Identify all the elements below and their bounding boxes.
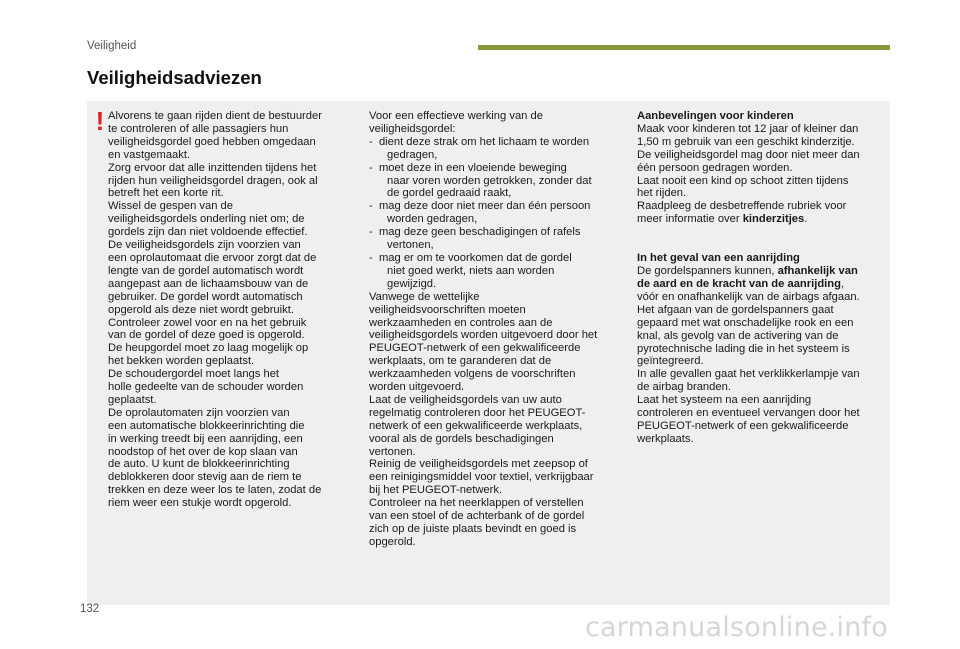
text-line: PEUGEOT-netwerk of een gekwalificeerde bbox=[369, 342, 581, 355]
text-line: controleren en eventueel vervangen door het bbox=[637, 407, 860, 420]
text-line: gepaard met wat onschadelijke rook en een bbox=[637, 316, 854, 329]
children-column bbox=[637, 110, 882, 446]
text-line: 1,50 m gebruik van een geschikt kinderzitje. bbox=[637, 135, 855, 148]
text-line: regelmatig controleren door het PEUGEOT- bbox=[369, 406, 586, 419]
text-line: en vastgemaakt. bbox=[108, 148, 191, 161]
list-item: - moet deze in een vloeiende beweging bbox=[369, 161, 567, 174]
list-item-continuation: niet goed werkt, niets aan worden bbox=[387, 264, 555, 277]
text-line: in werking treedt bij een aanrijding, een bbox=[108, 432, 303, 445]
text-line: Reinig de veiligheidsgordels met zeepsop of bbox=[369, 458, 588, 471]
list-item-continuation: worden gedragen, bbox=[387, 213, 478, 226]
list-item: - dient deze strak om het lichaam te worden bbox=[369, 135, 590, 148]
collision-heading: In het geval van een aanrijding bbox=[637, 252, 800, 265]
child-seat-link: kinderzitjes bbox=[742, 213, 805, 226]
text-line: de aard en de kracht van de aanrijding, bbox=[637, 277, 845, 290]
text-line: betreft het een korte rit. bbox=[108, 187, 224, 200]
list-item: - mag deze geen beschadigingen of rafels bbox=[369, 226, 581, 239]
text-line: een automatische blokkeerinrichting die bbox=[108, 419, 305, 432]
text-line: Alvorens te gaan rijden dient de bestuurder bbox=[108, 110, 322, 122]
text-line: rijden hun veiligheidsgordel dragen, ook al bbox=[108, 174, 318, 187]
text-line: De veiligheidsgordel mag door niet meer dan bbox=[637, 148, 860, 161]
list-item-continuation: vertonen, bbox=[387, 239, 434, 252]
text-line: De heupgordel moet zo laag mogelijk op bbox=[108, 342, 309, 355]
text-line: De oprolautomaten zijn voorzien van bbox=[108, 406, 290, 419]
text-line: opgerold als deze niet wordt gebruikt. bbox=[108, 303, 294, 316]
text-line: het bekken worden geplaatst. bbox=[108, 355, 255, 368]
header-rule bbox=[478, 45, 890, 50]
text-line: deblokkeren door stevig aan de riem te bbox=[108, 471, 302, 484]
text-line: gordels zijn dan niet voldoende effectief. bbox=[108, 226, 308, 239]
text-line: geplaatst. bbox=[108, 393, 157, 406]
text-line: In alle gevallen gaat het verklikkerlampje van bbox=[637, 368, 860, 381]
text-line: De gordelspanners kunnen, afhankelijk van bbox=[637, 265, 858, 278]
text-line: lengte van de gordel automatisch wordt bbox=[108, 264, 304, 277]
child-seat-reference: meer informatie over kinderzitjes. bbox=[637, 213, 808, 226]
text-line: de auto. U kunt de blokkeerinrichting bbox=[108, 458, 290, 471]
text-line: noodstop of het over de kop slaan van bbox=[108, 445, 298, 458]
text-line: Vanwege de wettelijke bbox=[369, 290, 480, 303]
text-line: riem weer een stukje wordt opgerold. bbox=[108, 497, 292, 510]
text-line: veiligheidsvoorschriften moeten bbox=[369, 303, 526, 316]
text-line: Laat nooit een kind op schoot zitten tijdens bbox=[637, 174, 849, 187]
list-item-continuation: naar voren worden getrokken, zonder dat bbox=[387, 174, 592, 187]
text-line: holle gedeelte van de schouder worden bbox=[108, 381, 304, 394]
text-line: één persoon gedragen worden. bbox=[637, 161, 793, 174]
page-title: Veiligheidsadviezen bbox=[87, 67, 262, 88]
text-line: Controleer zowel voor en na het gebruik bbox=[108, 316, 307, 329]
text-line: werkplaats. bbox=[637, 432, 694, 445]
text-line: bij het PEUGEOT-netwerk. bbox=[369, 484, 503, 497]
text-line: veiligheidsgordels worden uitgevoerd door het bbox=[369, 329, 598, 342]
text-line: vooral als de gordels beschadigingen bbox=[369, 432, 554, 445]
text-line: Raadpleeg de desbetreffende rubriek voor bbox=[637, 200, 847, 213]
text-line: Laat het systeem na een aanrijding bbox=[637, 394, 812, 407]
usage-column bbox=[369, 110, 615, 549]
text-line: trekken en deze weer los te laten, zodat de bbox=[108, 484, 322, 497]
text-line: vóór en onafhankelijk van de airbags afgaan. bbox=[637, 290, 860, 303]
text-line: Voor een effectieve werking van de bbox=[369, 110, 543, 122]
text-line: veiligheidsgordel: bbox=[369, 122, 456, 135]
text-line: de airbag branden. bbox=[637, 381, 731, 394]
text-line: werkplaats, om te garanderen dat de bbox=[369, 355, 552, 368]
text-line: De schoudergordel moet langs het bbox=[108, 368, 280, 381]
text-line: worden uitgevoerd. bbox=[369, 381, 465, 394]
list-item: - mag deze door niet meer dan één persoon bbox=[369, 200, 591, 213]
text-line: knal, als gevolg van de activering van de bbox=[637, 329, 839, 342]
text-line: vertonen. bbox=[369, 445, 416, 458]
list-item: - mag er om te voorkomen dat de gordel bbox=[369, 251, 572, 264]
text-line: van een stoel of de achterbank of de gordel bbox=[369, 510, 585, 523]
warning-exclamation-icon: ! bbox=[95, 106, 105, 136]
section-header: Veiligheid bbox=[87, 40, 137, 52]
text-line: een oprolautomaat die ervoor zorgt dat de bbox=[108, 251, 317, 264]
text-line: PEUGEOT-netwerk of een gekwalificeerde bbox=[637, 419, 849, 432]
text-line: veiligheidsgordels onderling niet om; de bbox=[108, 213, 305, 226]
text-line: De veiligheidsgordels zijn voorzien van bbox=[108, 239, 301, 252]
text-line: geïntegreerd. bbox=[637, 355, 704, 368]
text-line: Maak voor kinderen tot 12 jaar of kleiner dan bbox=[637, 122, 859, 135]
text-line: veiligheidsgordel goed hebben omgedaan bbox=[108, 135, 316, 148]
text-line: te controleren of alle passagiers hun bbox=[108, 122, 289, 135]
text-line: een reinigingsmiddel voor textiel, verkrijgbaar bbox=[369, 471, 594, 484]
text-line: Het afgaan van de gordelspanners gaat bbox=[637, 303, 834, 316]
text-line: opgerold. bbox=[369, 535, 416, 548]
text-line: gebruiker. De gordel wordt automatisch bbox=[108, 290, 303, 303]
list-item-continuation: de gordel gedraaid raakt, bbox=[387, 187, 512, 200]
list-item-continuation: gedragen, bbox=[387, 148, 438, 161]
text-line: zich op de juiste plaats bevindt en goed is bbox=[369, 523, 577, 535]
text-line: Controleer na het neerklappen of verstellen bbox=[369, 497, 584, 510]
text-line: het rijden. bbox=[637, 187, 687, 200]
text-line: werkzaamheden en controles aan de bbox=[369, 316, 553, 329]
text-line: van de gordel of deze goed is opgerold. bbox=[108, 329, 305, 342]
text-line: netwerk of een gekwalificeerde werkplaats, bbox=[369, 419, 583, 432]
text-line: pyrotechnische lading die in het systeem is bbox=[637, 342, 850, 355]
text-line: Wissel de gespen van de bbox=[108, 200, 234, 213]
warning-column bbox=[108, 110, 342, 510]
watermark: carmanualsonline.info bbox=[585, 612, 888, 643]
text-line: Laat de veiligheidsgordels van uw auto bbox=[369, 393, 562, 406]
text-line: werkzaamheden volgens de voorschriften bbox=[369, 368, 576, 381]
text-line: Zorg ervoor dat alle inzittenden tijdens het bbox=[108, 161, 317, 174]
text-line: aangepast aan de lichaamsbouw van de bbox=[108, 277, 309, 290]
list-item-continuation: gewijzigd. bbox=[387, 277, 437, 290]
page-number: 132 bbox=[80, 603, 100, 615]
children-heading: Aanbevelingen voor kinderen bbox=[637, 110, 794, 122]
